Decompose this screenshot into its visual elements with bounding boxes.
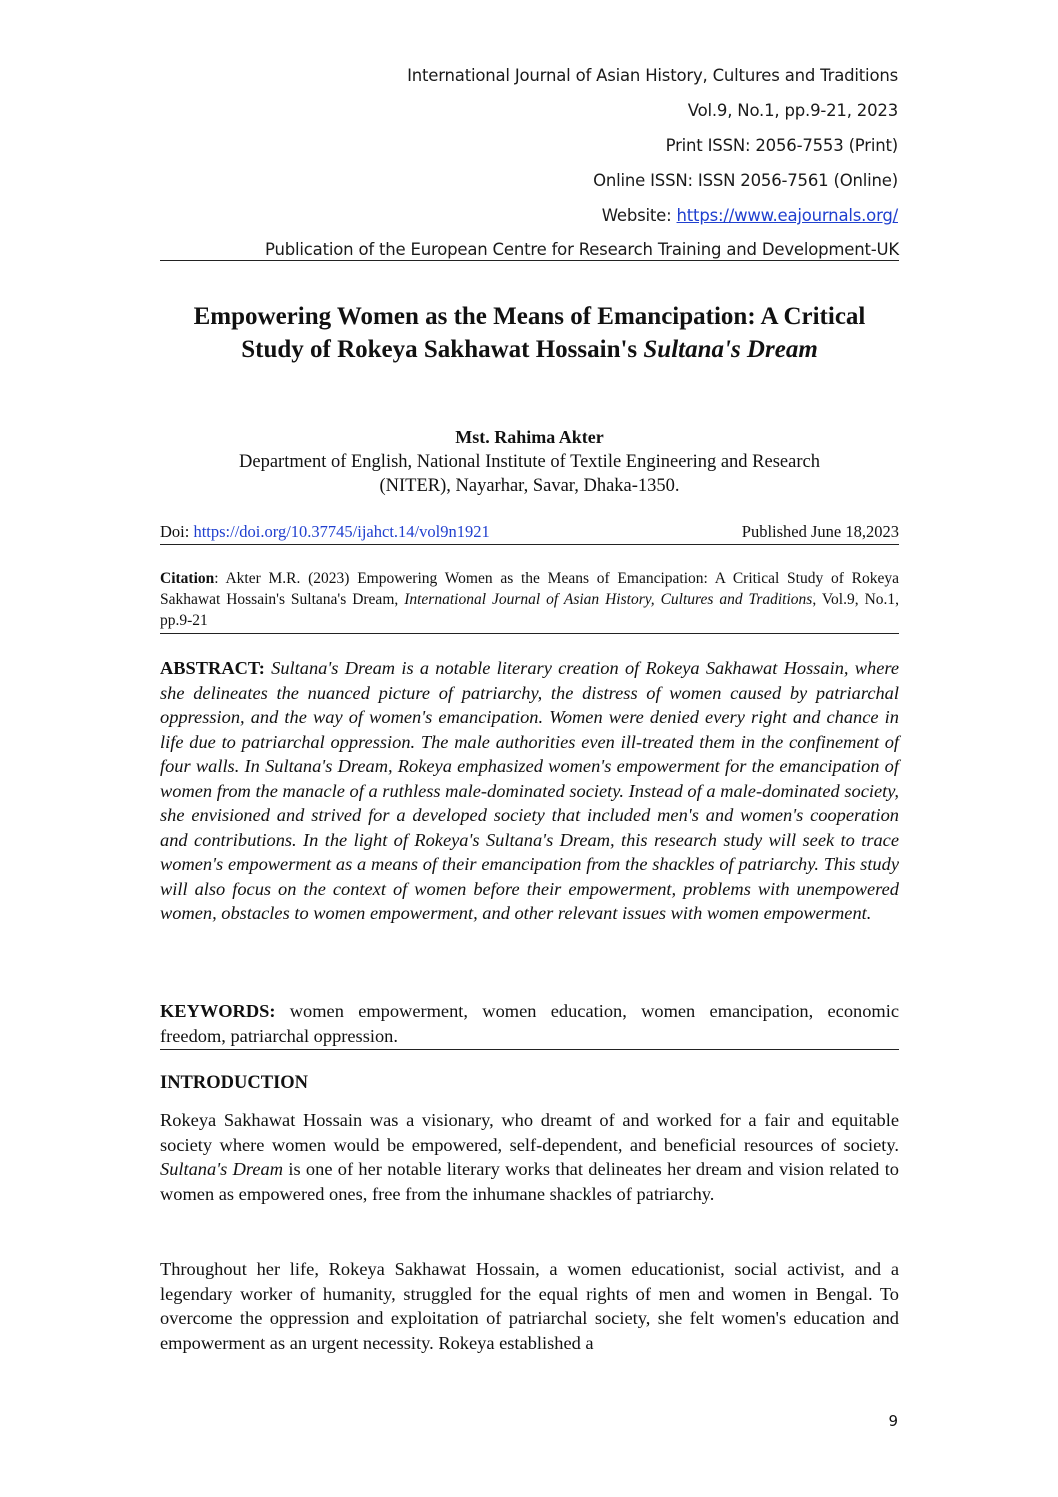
paper-title	[160, 300, 899, 366]
citation-label: Citation	[160, 570, 215, 587]
publisher-line: Publication of the European Centre for Research Training and Development-UK	[160, 240, 899, 261]
doi-row	[160, 522, 899, 545]
author-affiliation	[160, 450, 899, 498]
journal-name: International Journal of Asian History, Cultures and Traditions	[407, 66, 898, 85]
abstract-block	[160, 656, 899, 926]
affiliation-line-1: Department of English, National Institute of Textile Engineering and Research	[239, 452, 820, 472]
doi	[160, 522, 490, 542]
author-name: Mst. Rahima Akter	[455, 427, 604, 447]
citation-journal: International Journal of Asian History, Cultures and Traditions	[404, 591, 813, 608]
citation-end: , Vol.9, No.1, pp.9-21	[160, 591, 900, 629]
intro-p1-end: is one of her notable literary works that delineates her dream and vision related to women as empowered ones, free from the inhumane shackles of patriarchy.	[160, 1159, 900, 1204]
title-main: Empowering Women as the Means of Emancipation: A Critical Study of Rokeya Sakhawat Hossain's	[193, 303, 866, 363]
citation-text: : Akter M.R. (2023) Empowering Women as the Means of Emancipation: A Critical Study of Rokeya Sakhawat Hossain's Sultana's Dream,	[160, 570, 899, 608]
abstract-text: Sultana's Dream is a notable literary creation of Rokeya Sakhawat Hossain, where she delineates the nuanced picture of patriarchy, the distress of women caused by patriarchal oppression, and the way of women's emancipation. Women were denied every right and chance in life due to patriarchal oppression. The male authorities even ill-treated them in the confinement of four walls. In Sultana's Dream, Rokeya emphasized women's empowerment for the emancipation of women from the manacle of a ruthless male-dominated society. Instead of a male-dominated society, she envisioned and strived for a developed society that included men's and women's cooperation and contributions. In the light of Rokeya's Sultana's Dream, this research study will seek to trace women's empowerment as a means of their emancipation from the shackles of patriarchy. This study will also focus on the context of women before their empowerment, problems with unempowered women, obstacles to women empowerment, and other relevant issues with women empowerment.	[160, 658, 899, 923]
introduction-heading: INTRODUCTION	[160, 1073, 309, 1093]
print-issn: Print ISSN: 2056-7553 (Print)	[665, 136, 898, 155]
citation-block	[160, 568, 899, 634]
abstract-label: ABSTRACT:	[160, 658, 265, 678]
page-number: 9	[888, 1412, 898, 1430]
intro-paragraph-1	[160, 1108, 899, 1206]
website-link[interactable]: https://www.eajournals.org/	[676, 206, 898, 225]
keywords-label: KEYWORDS:	[160, 1001, 276, 1021]
intro-p1-italic: Sultana's Dream	[160, 1159, 284, 1179]
title-italic: Sultana's Dream	[643, 336, 818, 363]
published-date: Published June 18,2023	[741, 522, 899, 541]
intro-paragraph-2: Throughout her life, Rokeya Sakhawat Hossain, a women educationist, social activist, and a legendary worker of humanity, struggled for the equal rights of men and women in Bengal. To overcome the oppression and exploitation of patriarchal society, she felt women's education and empowerment as an urgent necessity. Rokeya established a	[160, 1259, 899, 1353]
website-label: Website:	[601, 206, 677, 225]
affiliation-line-2: (NITER), Nayarhar, Savar, Dhaka-1350.	[379, 476, 680, 496]
keywords-block	[160, 999, 899, 1050]
online-issn: Online ISSN: ISSN 2056-7561 (Online)	[593, 171, 898, 190]
website-line	[602, 206, 898, 225]
intro-p1-text: Rokeya Sakhawat Hossain was a visionary, who dreamt of and worked for a fair and equitable society where women would be empowered, self-dependent, and beneficial resources of society.	[160, 1110, 899, 1155]
doi-link[interactable]: https://doi.org/10.37745/ijahct.14/vol9n1921	[193, 522, 490, 541]
keywords-text: women empowerment, women education, women emancipation, economic freedom, patriarchal oppression.	[160, 1001, 899, 1046]
doi-label: Doi:	[160, 522, 194, 541]
volume-info: Vol.9, No.1, pp.9-21, 2023	[687, 101, 898, 120]
